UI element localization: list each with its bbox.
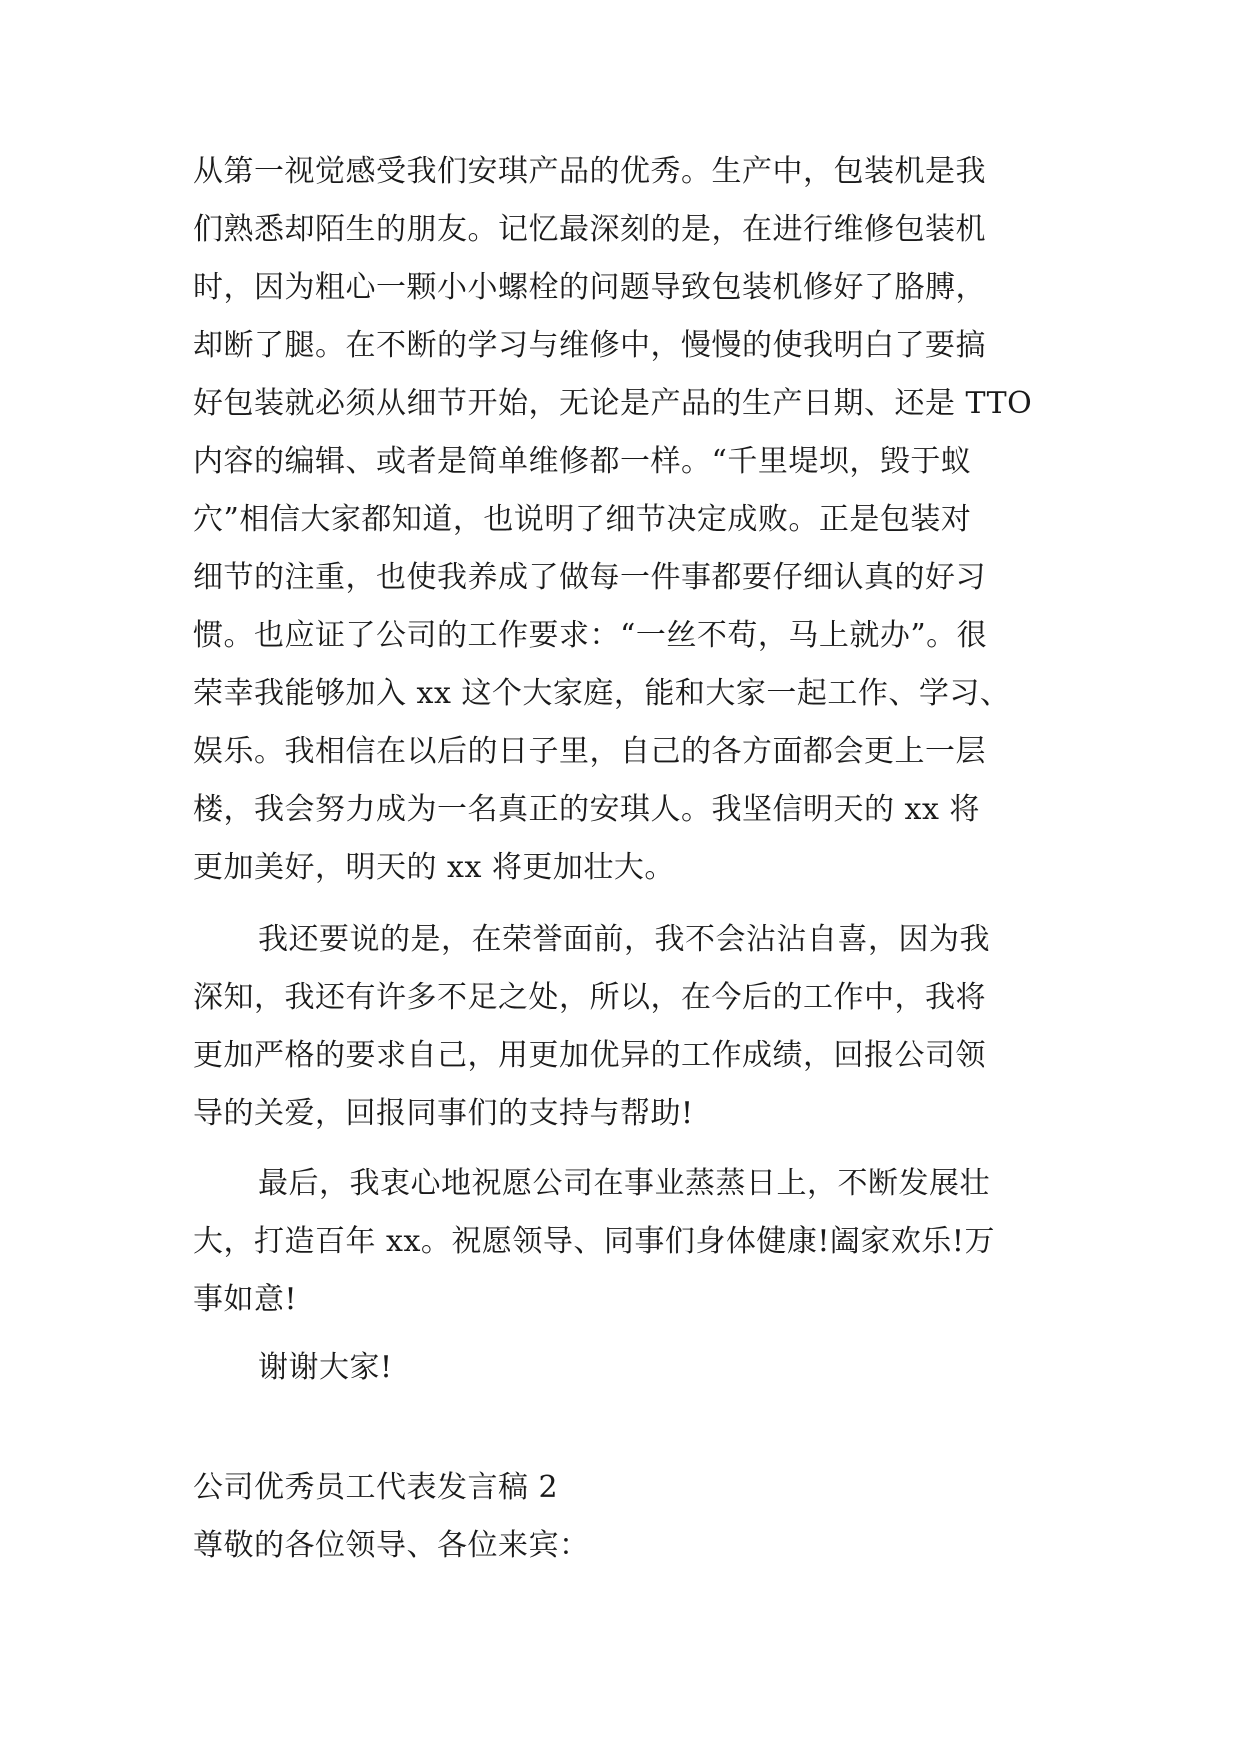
paragraph-1-line-8: 细节的注重，也使我养成了做每一件事都要仔细认真的好习 [193, 560, 986, 595]
paragraph-1-line-1: 从第一视觉感受我们安琪产品的优秀。生产中，包装机是我 [193, 154, 986, 189]
paragraph-1-line-5: 好包装就必须从细节开始，无论是产品的生产日期、还是 TTO [193, 386, 1033, 421]
paragraph-1-line-10: 荣幸我能够加入 xx 这个大家庭，能和大家一起工作、学习、 [193, 676, 1011, 711]
closing-line: 谢谢大家! [258, 1350, 393, 1385]
paragraph-3-line-3: 事如意! [193, 1282, 298, 1317]
paragraph-1-line-12: 楼，我会努力成为一名真正的安琪人。我坚信明天的 xx 将 [193, 792, 980, 827]
paragraph-2-line-4: 导的关爱，回报同事们的支持与帮助! [193, 1096, 694, 1131]
paragraph-1-line-9: 惯。也应证了公司的工作要求：“一丝不苟，马上就办”。很 [193, 618, 988, 653]
paragraph-2-line-3: 更加严格的要求自己，用更加优异的工作成绩，回报公司领 [193, 1038, 986, 1073]
section-title: 公司优秀员工代表发言稿 2 [193, 1470, 559, 1505]
paragraph-1-line-7: 穴”相信大家都知道，也说明了细节决定成败。正是包装对 [193, 502, 972, 537]
paragraph-1-line-11: 娱乐。我相信在以后的日子里，自己的各方面都会更上一层 [193, 734, 986, 769]
paragraph-1-line-4: 却断了腿。在不断的学习与维修中，慢慢的使我明白了要搞 [193, 328, 986, 363]
paragraph-2-line-1: 我还要说的是，在荣誉面前，我不会沾沾自喜，因为我 [258, 922, 990, 957]
salutation: 尊敬的各位领导、各位来宾： [193, 1528, 590, 1563]
paragraph-1-line-13: 更加美好，明天的 xx 将更加壮大。 [193, 850, 675, 885]
paragraph-3-line-2: 大，打造百年 xx。祝愿领导、同事们身体健康!阖家欢乐!万 [193, 1224, 995, 1259]
paragraph-2-line-2: 深知，我还有许多不足之处，所以，在今后的工作中，我将 [193, 980, 986, 1015]
paragraph-1-line-3: 时，因为粗心一颗小小螺栓的问题导致包装机修好了胳膊， [193, 270, 986, 305]
paragraph-1-line-6: 内容的编辑、或者是简单维修都一样。“千里堤坝，毁于蚁 [193, 444, 972, 479]
paragraph-3-line-1: 最后，我衷心地祝愿公司在事业蒸蒸日上，不断发展壮 [258, 1166, 990, 1201]
paragraph-1-line-2: 们熟悉却陌生的朋友。记忆最深刻的是，在进行维修包装机 [193, 212, 986, 247]
